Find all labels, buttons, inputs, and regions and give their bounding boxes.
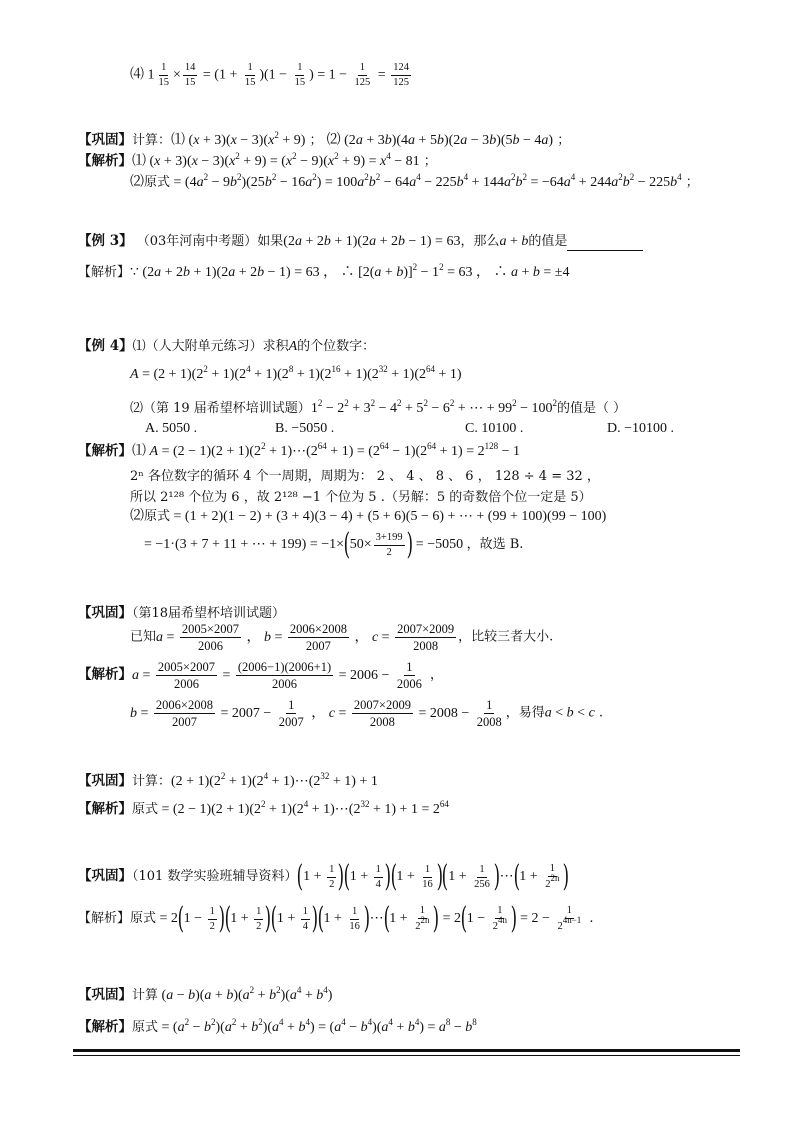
consolidate-5: 【巩固】计算 $(a - b)(a + b)(a^2 + b^2)(a^4 + b^4)$ (78, 985, 333, 1003)
consolidate-4: 【巩固】（101 数学实验班辅导资料）(1 + $\frac{1}{2}$ )(1 + $\frac{1}{4}$ )(1 + $\frac{1}{16}$ )(1 + $\frac{1}{256}$ )⋯(1 + $\frac{1}{2^{2n}}$ ) (78, 859, 570, 894)
example-3: 【例 3】 （03年河南中考题）如果(2a + 2b + 1)(2a + 2b − 1) = 63，那么a + b的值是 (78, 232, 643, 251)
consolidate-2-solution-a: 【解析】a = $\frac{2005\times 2007}{2006}$ = $\frac{(2006-1)(2006+1)}{2006}$ = 2006 − $\frac{1}{2006}$ ， (78, 660, 444, 691)
solution-1a: 【解析】⑴ $(x + 3)(x - 3)(x^2 + 9) = (x^2 - 9)(x^2 + 9) = x^4 - 81$ ； (78, 151, 437, 169)
answer-blank (567, 236, 643, 251)
consolidate-2-solution-bc: b = $\frac{2006\times 2008}{2007}$ = 2007 − $\frac{1}{2007}$ ， c = $\frac{2007\times 2009}{2008}$ = 2008 − $\frac{1}{2008}$ ，易得a < b < c . (130, 698, 604, 729)
consolidate-3-solution: 【解析】原式 = $(2 - 1)(2 + 1)(2^2 + 1)(2^4$ + $1)\cdots(2^{32} + 1) + 1 = 2^{64}$ (78, 799, 449, 817)
example-4-product: $A = (2 + 1)(2^2 + 1)(2^4 + 1)(2^8 + 1)(2^{16} + 1)(2^{32} + 1)(2^{64} + 1)$ (130, 364, 462, 382)
consolidate-5-solution: 【解析】原式 = $(a^2 - b^2)(a^2 + b^2)(a^4 + b^4) = (a^4 - b^4)(a^4 + b^4) = a^8 - b^8$ (78, 1017, 477, 1035)
solution-1b: ⑵原式 = $(4a^2 - 9b^2)(25b^2 - 16a^2) = 100a^2b^2 - 64a^4 - 225b^4 + 144a^2b^2 = -64a^4 + 244a^2b^2 - 225b^4$ ； (130, 172, 699, 190)
example-4-part2: ⑵（第 19 届希望杯培训试题）$1^2 - 2^2 + 3^2 - 4^2 + 5^2 - 6^2$ + ⋯ + $99^2 - 100^2$的值是（ ） (130, 398, 627, 416)
footer-rule-thin (73, 1055, 740, 1056)
consolidate-2-given: 已知a = $\frac{2005\times 2007}{2006}$ ， b = $\frac{2006\times 2008}{2007}$ ， c = $\frac{2007\times 2009}{2008}$ ，比较三者大小. (130, 622, 554, 653)
example-4-solution-1: 【解析】⑴ $A = (2 - 1)(2 + 1)(2^2$ + $1)\cdots(2^{64} + 1) = (2^{64} - 1)(2^{64} + 1) = 2^{128} - 1$ (78, 441, 521, 459)
cycle-line: 2ⁿ 各位数字的循环 4 个一周期，周期为： 2 、 4 、 8 、 6 ， 128 ÷ 4 = 32 ， (130, 469, 600, 484)
line-part4: ⑷ 1 $\frac{1}{15}$ × $\frac{14}{15}$ = (1 + $\frac{1}{15}$ )(1 − $\frac{1}{15}$ ) = 1 − $\frac{1}{125}$ = $\frac{124}{125}$ (130, 62, 409, 88)
example-3-solution: 【解析】∵ (2a + 2b + 1)(2a + 2b − 1) = 63 ， ∴ $[2(a + b)]^2 - 1^2 = 63$ ， ∴ a + b = ±4 (78, 262, 570, 280)
example-4-solution-2: ⑵原式 = (1 + 2)(1 − 2) + (3 + 4)(3 − 4) + (5 + 6)(5 − 6) + ⋯ + (99 + 100)(99 − 100) (130, 509, 607, 524)
cycle-line-2: 所以 2¹²⁸ 个位为 6 ，故 2¹²⁸ −1 个位为 5 .（另解：5 的奇数倍个位一定是 5） (130, 490, 592, 505)
consolidate-2: 【巩固】（第18届希望杯培训试题） (78, 605, 286, 621)
consolidate-4-solution: 【解析】原式 = 2(1 − $\frac{1}{2}$ )(1 + $\frac{1}{2}$ )(1 + $\frac{1}{4}$ )(1 + $\frac{1}{16}$ )⋯(1 + $\frac{1}{2^{2n}}$ ) = 2(1 − $\frac{1}{2^{4n}}$ ) = 2 − $\frac{1}{2^{4n-1}}$ . (78, 901, 594, 936)
consolidate-1: 【巩固】计算：⑴ $(x + 3)(x - 3)(x^2 + 9)$ ； ⑵ (2a + 3b)(4a + 5b)(2a − 3b)(5b − 4a) ； (78, 130, 571, 148)
consolidate-3: 【巩固】计算：$(2 + 1)(2^2 + 1)(2^4$ + $1)\cdots(2^{32} + 1) + 1$ (78, 771, 378, 789)
example-4: 【例 4】⑴（人大附单元练习）求积A的个位数字： (78, 338, 376, 354)
footer-rule-thick (73, 1049, 740, 1052)
example-4-solution-3: = −1·(3 + 7 + 11 + ⋯ + 199) = −1×(50× $\frac{3+199}{2}$ ) = −5050 ，故选 B. (144, 527, 524, 562)
